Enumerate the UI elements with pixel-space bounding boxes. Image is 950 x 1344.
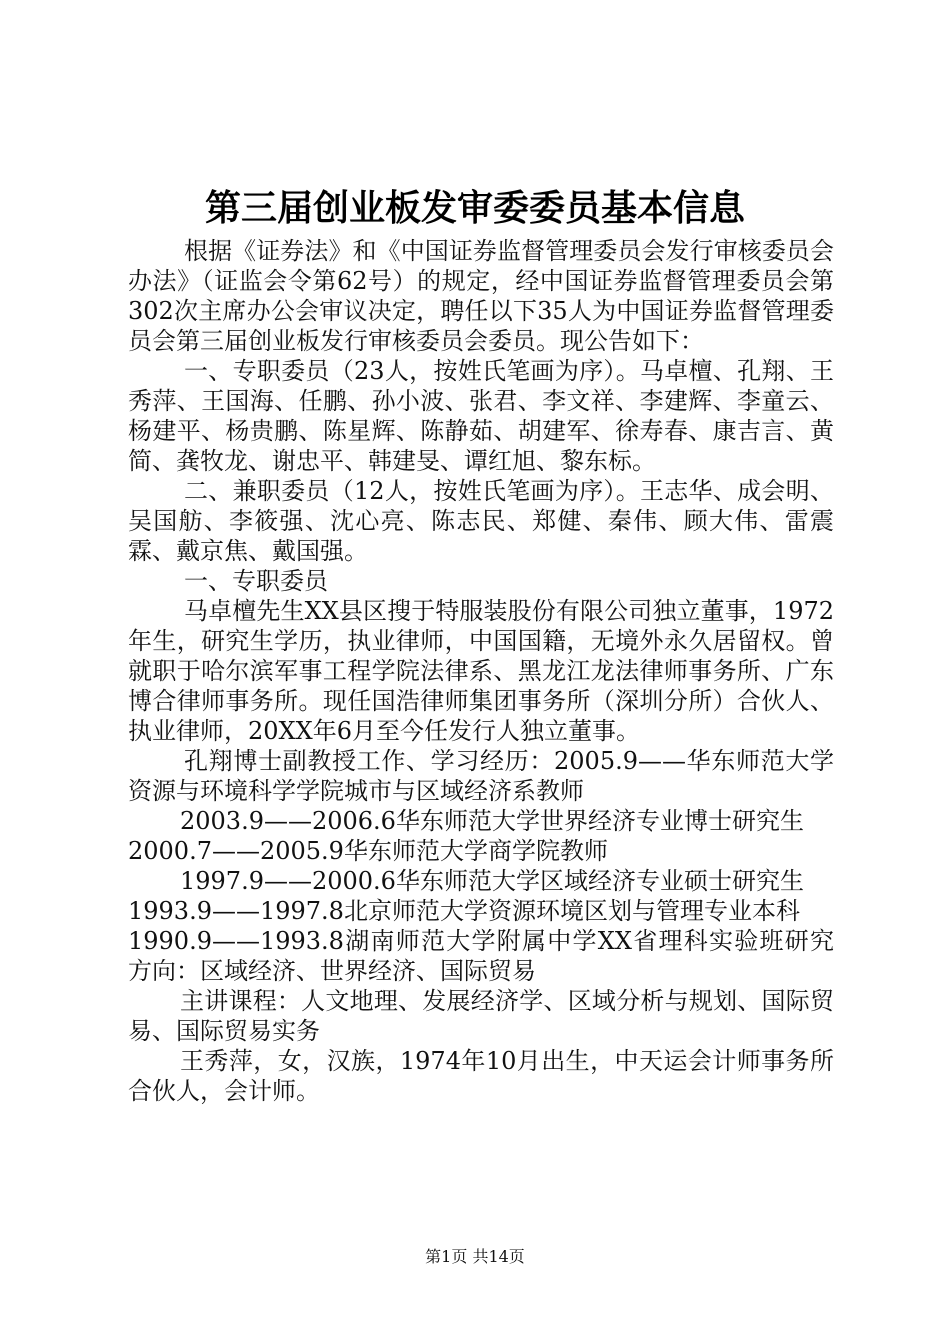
page-footer: 第1页 共14页 (425, 1247, 525, 1266)
paragraph-bio-kong: 孔翔博士副教授工作、学习经历：2005.9——华东师范大学资源与环境科学学院城市与区域经济系教师 (128, 747, 834, 805)
paragraph-parttime-list: 二、兼职委员（12人，按姓氏笔画为序）。王志华、成会明、吴国舫、李筱强、沈心亮、陈志民、郑健、秦伟、顾大伟、雷震霖、戴京焦、戴国强。 (128, 477, 834, 565)
section-heading-fulltime: 一、专职委员 (184, 567, 328, 595)
document-body (128, 236, 834, 1106)
paragraph-intro: 根据《证券法》和《中国证券监督管理委员会发行审核委员会办法》（证监会令第62号）的规定，经中国证券监督管理委员会第302次主席办公会审议决定，聘任以下35人为中国证券监督管理委员会第三届创业板发行审核委员会委员。现公告如下： (128, 237, 834, 355)
paragraph-kong-teacher: 2000.7——2005.9华东师范大学商学院教师 (128, 837, 608, 865)
paragraph-bio-ma: 马卓檀先生XX县区搜于特服装股份有限公司独立董事，1972年生，研究生学历，执业律师，中国国籍，无境外永久居留权。曾就职于哈尔滨军事工程学院法律系、黑龙江龙法律师事务所、广东博合律师事务所。现任国浩律师集团事务所（深圳分所）合伙人、执业律师，20XX年6月至今任发行人独立董事。 (128, 597, 834, 745)
paragraph-kong-phd: 2003.9——2006.6华东师范大学世界经济专业博士研究生 (180, 807, 804, 835)
paragraph-bio-wang: 王秀萍，女，汉族，1974年10月出生，中天运会计师事务所合伙人，会计师。 (128, 1047, 834, 1105)
paragraph-kong-master: 1997.9——2000.6华东师范大学区域经济专业硕士研究生 (180, 867, 804, 895)
paragraph-kong-courses: 主讲课程：人文地理、发展经济学、区域分析与规划、国际贸易、国际贸易实务 (128, 987, 834, 1045)
paragraph-fulltime-list: 一、专职委员（23人，按姓氏笔画为序）。马卓檀、孔翔、王秀萍、王国海、任鹏、孙小波、张君、李文祥、李建辉、李童云、杨建平、杨贵鹏、陈星辉、陈静茹、胡建军、徐寿春、康吉言、黄简、龚牧龙、谢忠平、韩建旻、谭红旭、黎东标。 (128, 357, 834, 475)
paragraph-kong-highschool: 1990.9——1993.8湖南师范大学附属中学XX省理科实验班研究方向：区域经济、世界经济、国际贸易 (128, 927, 834, 985)
paragraph-kong-bachelor: 1993.9——1997.8北京师范大学资源环境区划与管理专业本科 (128, 897, 800, 925)
document-title: 第三届创业板发审委委员基本信息 (204, 187, 745, 229)
